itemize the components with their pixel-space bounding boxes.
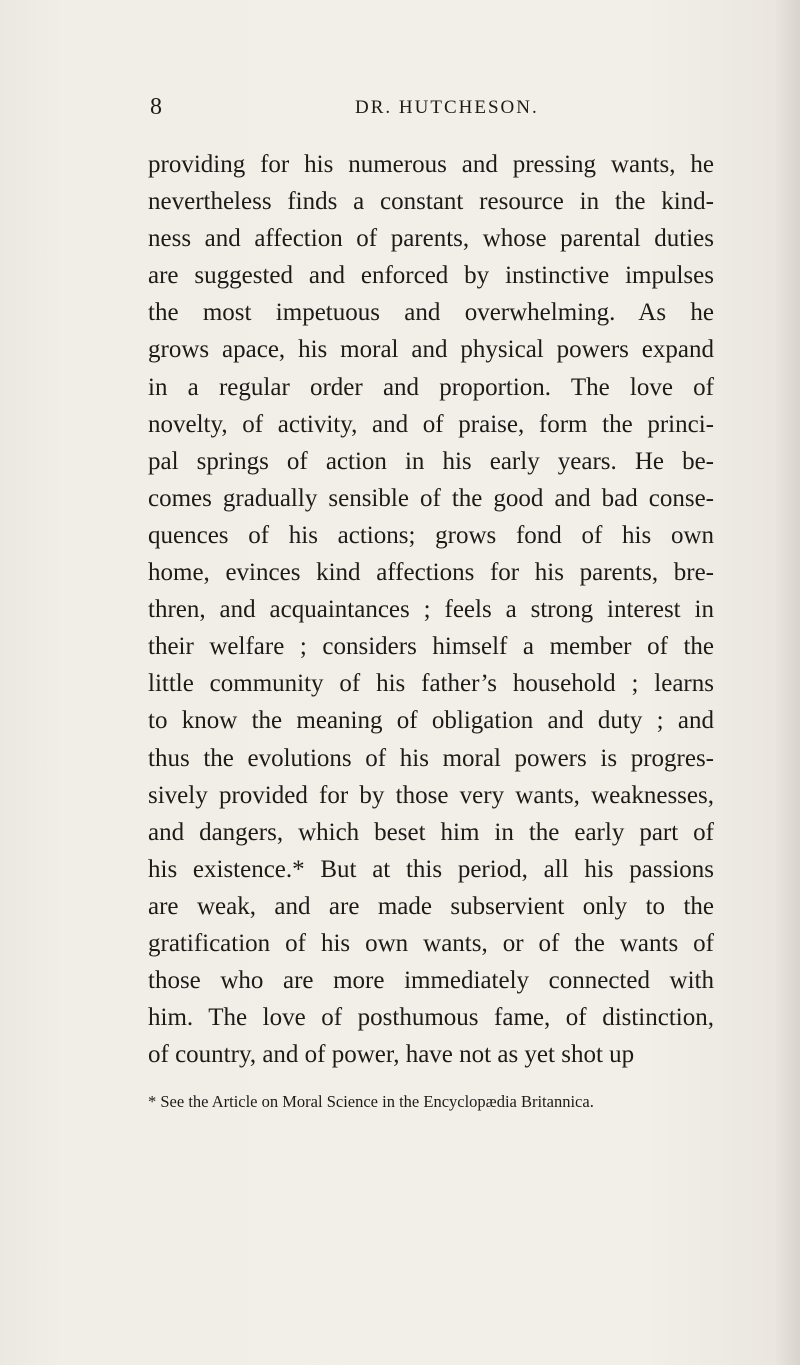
text-line: thus the evolutions of his moral powers is progres- bbox=[148, 744, 714, 772]
text-line: are suggested and enforced by instinctive impulses bbox=[148, 262, 714, 290]
footnote: * See the Article on Moral Science in the Encyclopædia Britannica. bbox=[148, 1092, 594, 1111]
text-line: sively provided for by those very wants, weaknesses, bbox=[148, 781, 714, 809]
text-line: in a regular order and proportion. The love of bbox=[148, 373, 714, 401]
text-line: and dangers, which beset him in the early part of bbox=[148, 818, 714, 846]
text-line: the most impetuous and overwhelming. As he bbox=[148, 299, 714, 327]
text-line: little community of his father’s household ; learns bbox=[148, 670, 714, 698]
running-head: DR. HUTCHESON. bbox=[355, 97, 539, 118]
page-number: 8 bbox=[150, 94, 162, 120]
text-line: those who are more immediately connected with bbox=[148, 967, 714, 995]
text-line: providing for his numerous and pressing wants, he bbox=[148, 151, 714, 178]
text-line: pal springs of action in his early years. He be- bbox=[148, 447, 714, 475]
text-line: gratification of his own wants, or of the wants of bbox=[148, 929, 714, 957]
text-line: are weak, and are made subservient only to the bbox=[148, 892, 714, 920]
text-line: quences of his actions; grows fond of his own bbox=[148, 521, 714, 549]
body-text bbox=[148, 146, 714, 1073]
text-line: home, evinces kind affections for his parents, bre- bbox=[148, 559, 714, 587]
text-line: their welfare ; considers himself a member of the bbox=[148, 633, 714, 661]
text-line: his existence.* But at this period, all his passions bbox=[148, 855, 714, 883]
text-line: thren, and acquaintances ; feels a strong interest in bbox=[148, 596, 714, 624]
text-line: him. The love of posthumous fame, of distinction, bbox=[148, 1004, 714, 1032]
page-header bbox=[150, 92, 710, 122]
text-line: of country, and of power, have not as yet shot up bbox=[148, 1041, 635, 1069]
text-line: to know the meaning of obligation and duty ; and bbox=[148, 707, 714, 735]
page-edge-shadow bbox=[774, 0, 800, 1365]
text-line: grows apace, his moral and physical powers expand bbox=[148, 336, 714, 364]
text-line: nevertheless finds a constant resource in the kind- bbox=[148, 188, 714, 216]
text-line: comes gradually sensible of the good and bad conse- bbox=[148, 484, 714, 512]
text-line: novelty, of activity, and of praise, form the princi- bbox=[148, 410, 714, 438]
text-line: ness and affection of parents, whose parental duties bbox=[148, 225, 714, 253]
